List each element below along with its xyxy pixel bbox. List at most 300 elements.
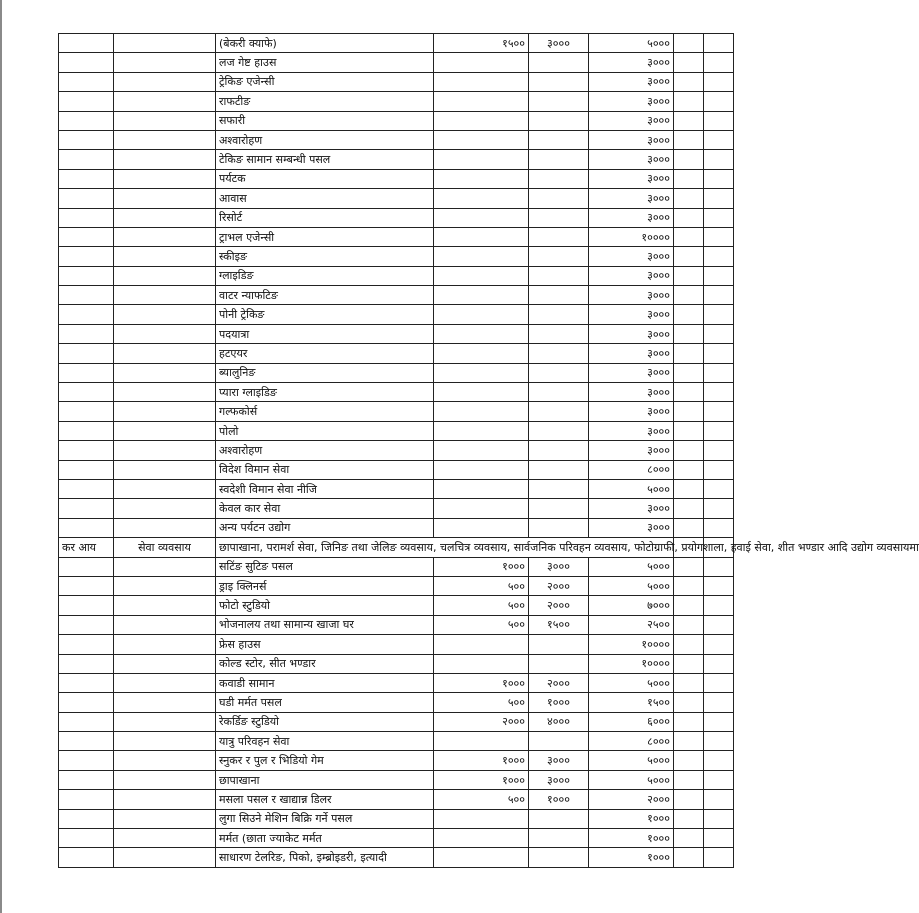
rate-max: ५००० (589, 479, 674, 498)
cell-blank-2 (704, 732, 734, 751)
cell-blank-1 (674, 576, 704, 595)
cell-blank-2 (704, 751, 734, 770)
rate-min (434, 227, 529, 246)
table-row (59, 518, 734, 537)
cell-type (59, 53, 114, 72)
rate-min (434, 92, 529, 111)
rate-mid (529, 402, 589, 421)
rate-min: ५०० (434, 576, 529, 595)
cell-type (59, 460, 114, 479)
table-row (59, 305, 734, 324)
item-name: रिसोर्ट (216, 208, 434, 227)
rate-max: ३००० (589, 130, 674, 149)
cell-blank-1 (674, 635, 704, 654)
rate-mid (529, 460, 589, 479)
cell-blank-1 (674, 72, 704, 91)
item-name: लुगा सिउने मेशिन बिक्रि गर्ने पसल (216, 809, 434, 828)
cell-blank-1 (674, 344, 704, 363)
cell-blank-2 (704, 92, 734, 111)
cell-type (59, 673, 114, 692)
cell-category (114, 305, 216, 324)
rate-mid: ३००० (529, 751, 589, 770)
rate-mid (529, 809, 589, 828)
table-body (59, 34, 919, 868)
cell-category (114, 518, 216, 537)
cell-blank-2 (704, 72, 734, 91)
cell-blank-1 (674, 266, 704, 285)
table-row (59, 111, 734, 130)
rate-mid (529, 363, 589, 382)
cell-type (59, 770, 114, 789)
cell-type (59, 479, 114, 498)
table-row (59, 189, 734, 208)
rate-mid: ३००० (529, 557, 589, 576)
rate-min: ५०० (434, 596, 529, 615)
item-name: गल्फकोर्स (216, 402, 434, 421)
cell-type (59, 34, 114, 53)
cell-type (59, 150, 114, 169)
table-row (59, 732, 734, 751)
table-row (59, 693, 734, 712)
rate-mid (529, 829, 589, 848)
cell-type (59, 790, 114, 809)
rate-min (434, 130, 529, 149)
rate-min (434, 479, 529, 498)
cell-type (59, 247, 114, 266)
cell-blank-2 (704, 247, 734, 266)
cell-category (114, 150, 216, 169)
item-name: भोजनालय तथा सामान्य खाजा घर (216, 615, 434, 634)
cell-category (114, 111, 216, 130)
rate-max: ३००० (589, 518, 674, 537)
cell-blank-1 (674, 402, 704, 421)
rate-max: ३००० (589, 324, 674, 343)
item-name: सफारी (216, 111, 434, 130)
cell-type (59, 130, 114, 149)
item-name: पोलो (216, 421, 434, 440)
rate-mid (529, 53, 589, 72)
item-name: हटएयर (216, 344, 434, 363)
cell-category (114, 809, 216, 828)
cell-category (114, 286, 216, 305)
cell-category (114, 421, 216, 440)
cell-blank-2 (704, 227, 734, 246)
rate-mid: २००० (529, 576, 589, 595)
cell-category (114, 751, 216, 770)
rate-max: १०००० (589, 227, 674, 246)
cell-category (114, 402, 216, 421)
rate-mid (529, 92, 589, 111)
rate-min: १००० (434, 557, 529, 576)
cell-category (114, 770, 216, 789)
tax-rate-table (58, 33, 919, 868)
cell-blank-1 (674, 130, 704, 149)
rate-mid (529, 247, 589, 266)
cell-blank-2 (704, 441, 734, 460)
rate-max: २५०० (589, 615, 674, 634)
cell-type (59, 732, 114, 751)
cell-blank-1 (674, 111, 704, 130)
table-row (59, 848, 734, 867)
table-row (59, 227, 734, 246)
cell-blank-1 (674, 169, 704, 188)
section-category-label: सेवा व्यवसाय (114, 538, 216, 557)
cell-type (59, 383, 114, 402)
cell-category (114, 130, 216, 149)
rate-min (434, 150, 529, 169)
rate-min (434, 635, 529, 654)
item-name: कोल्ड स्टोर, सीत भण्डार (216, 654, 434, 673)
table-row (59, 654, 734, 673)
table-row (59, 770, 734, 789)
rate-min (434, 169, 529, 188)
table-row (59, 576, 734, 595)
item-name: ड्राइ क्लिनर्स (216, 576, 434, 595)
rate-mid (529, 344, 589, 363)
table-row (59, 479, 734, 498)
rate-min (434, 324, 529, 343)
page-left-edge (0, 0, 2, 913)
item-name: अन्य पर्यटन उद्योग (216, 518, 434, 537)
cell-type (59, 286, 114, 305)
cell-category (114, 344, 216, 363)
item-name: फ्रेस हाउस (216, 635, 434, 654)
table-row (59, 596, 734, 615)
table-row (59, 790, 734, 809)
cell-category (114, 383, 216, 402)
cell-blank-1 (674, 53, 704, 72)
rate-min: १५०० (434, 34, 529, 53)
cell-type (59, 402, 114, 421)
item-name: विदेश विमान सेवा (216, 460, 434, 479)
cell-category (114, 189, 216, 208)
cell-blank-1 (674, 654, 704, 673)
cell-blank-2 (704, 557, 734, 576)
cell-blank-2 (704, 130, 734, 149)
cell-type (59, 189, 114, 208)
rate-min (434, 421, 529, 440)
cell-blank-2 (704, 848, 734, 867)
rate-mid (529, 421, 589, 440)
cell-category (114, 576, 216, 595)
cell-blank-2 (704, 286, 734, 305)
cell-category (114, 363, 216, 382)
cell-category (114, 479, 216, 498)
table-row (59, 266, 734, 285)
table-row (59, 130, 734, 149)
rate-mid (529, 286, 589, 305)
cell-category (114, 790, 216, 809)
rate-mid (529, 732, 589, 751)
cell-type (59, 421, 114, 440)
cell-blank-1 (674, 189, 704, 208)
cell-blank-1 (674, 479, 704, 498)
rate-max: ३००० (589, 189, 674, 208)
item-name: ट्राभल एजेन्सी (216, 227, 434, 246)
rate-min (434, 72, 529, 91)
table-row (59, 247, 734, 266)
group-heading-row (59, 538, 734, 557)
rate-min (434, 829, 529, 848)
cell-blank-2 (704, 596, 734, 615)
cell-type (59, 227, 114, 246)
cell-blank-2 (704, 34, 734, 53)
rate-mid: २००० (529, 673, 589, 692)
item-name: रेकर्डिङ स्टुडियो (216, 712, 434, 731)
cell-blank-1 (674, 247, 704, 266)
rate-mid (529, 72, 589, 91)
cell-blank-1 (674, 421, 704, 440)
rate-max: ३००० (589, 111, 674, 130)
cell-category (114, 169, 216, 188)
table-row (59, 383, 734, 402)
cell-type (59, 266, 114, 285)
rate-mid: ३००० (529, 34, 589, 53)
table-row (59, 615, 734, 634)
cell-blank-1 (674, 693, 704, 712)
cell-category (114, 848, 216, 867)
rate-max: ३००० (589, 53, 674, 72)
item-name: यात्रु परिवहन सेवा (216, 732, 434, 751)
rate-min (434, 286, 529, 305)
table-row (59, 557, 734, 576)
cell-blank-1 (674, 208, 704, 227)
cell-blank-2 (704, 344, 734, 363)
cell-blank-1 (674, 848, 704, 867)
cell-category (114, 324, 216, 343)
item-name: ब्यालुनिङ (216, 363, 434, 382)
table-row (59, 324, 734, 343)
item-name: सटिंङ सुटिङ पसल (216, 557, 434, 576)
cell-category (114, 227, 216, 246)
cell-blank-2 (704, 693, 734, 712)
rate-max: १५०० (589, 693, 674, 712)
rate-max: ३००० (589, 363, 674, 382)
item-name: ट्रेकिङ एजेन्सी (216, 72, 434, 91)
cell-blank-2 (704, 673, 734, 692)
rate-min (434, 344, 529, 363)
cell-category (114, 829, 216, 848)
rate-max: ३००० (589, 305, 674, 324)
rate-max: ३००० (589, 383, 674, 402)
cell-blank-1 (674, 441, 704, 460)
cell-type (59, 111, 114, 130)
cell-blank-1 (674, 596, 704, 615)
table-row (59, 34, 734, 53)
table-row (59, 712, 734, 731)
rate-max: ७००० (589, 596, 674, 615)
rate-min (434, 383, 529, 402)
cell-type (59, 693, 114, 712)
rate-min (434, 809, 529, 828)
rate-max: ३००० (589, 169, 674, 188)
cell-blank-2 (704, 324, 734, 343)
item-name: मसला पसल र खाद्यान्न डिलर (216, 790, 434, 809)
rate-max: ३००० (589, 92, 674, 111)
cell-blank-2 (704, 363, 734, 382)
cell-blank-1 (674, 34, 704, 53)
table-row (59, 363, 734, 382)
rate-max: ३००० (589, 344, 674, 363)
cell-blank-1 (674, 150, 704, 169)
rate-min (434, 53, 529, 72)
rate-mid (529, 189, 589, 208)
group-heading-text: छापाखाना, परामर्श सेवा, जिनिङ तथा जेलिङ व्यवसाय, चलचित्र व्यवसाय, सार्वजनिक परिवहन व्यवसाय, फोटोग्राफी, प्रयोगशाला, हवाई सेवा, शीत भण्डार आदि उद्योग व्यवसायमा (216, 538, 674, 557)
rate-max: ३००० (589, 499, 674, 518)
cell-type (59, 809, 114, 828)
rate-min (434, 111, 529, 130)
item-name: केवल कार सेवा (216, 499, 434, 518)
item-name: (बेकरी क्याफे) (216, 34, 434, 53)
table-row (59, 809, 734, 828)
rate-max: ३००० (589, 247, 674, 266)
cell-blank-2 (704, 460, 734, 479)
rate-min (434, 518, 529, 537)
item-name: स्नुकर र पुल र भिडियो गेम (216, 751, 434, 770)
cell-category (114, 460, 216, 479)
cell-blank-1 (674, 92, 704, 111)
table-row (59, 150, 734, 169)
rate-min (434, 402, 529, 421)
cell-type (59, 654, 114, 673)
table-row (59, 829, 734, 848)
item-name: ग्लाइडिङ (216, 266, 434, 285)
cell-blank-2 (704, 829, 734, 848)
cell-blank-1 (674, 790, 704, 809)
rate-max: ३००० (589, 72, 674, 91)
item-name: स्वदेशी विमान सेवा नीजि (216, 479, 434, 498)
rate-max: ३००० (589, 208, 674, 227)
rate-mid: ४००० (529, 712, 589, 731)
item-name: घडी मर्मत पसल (216, 693, 434, 712)
cell-category (114, 732, 216, 751)
cell-type (59, 208, 114, 227)
rate-max: ३००० (589, 150, 674, 169)
cell-blank-2 (704, 479, 734, 498)
cell-blank-1 (674, 305, 704, 324)
cell-blank-1 (674, 770, 704, 789)
rate-mid (529, 441, 589, 460)
cell-blank-2 (704, 383, 734, 402)
section-type-label: कर आय (59, 538, 114, 557)
rate-max: ३००० (589, 286, 674, 305)
rate-mid (529, 324, 589, 343)
table-row (59, 72, 734, 91)
cell-type (59, 615, 114, 634)
item-name: साधारण टेलरिङ, पिको, इम्ब्रोइडरी, इत्यादी (216, 848, 434, 867)
cell-category (114, 499, 216, 518)
cell-type (59, 596, 114, 615)
item-name: लज गेष्ट हाउस (216, 53, 434, 72)
rate-mid: २००० (529, 596, 589, 615)
table-row (59, 286, 734, 305)
cell-blank-2 (704, 576, 734, 595)
rate-max: १००० (589, 809, 674, 828)
cell-blank-1 (674, 829, 704, 848)
cell-category (114, 635, 216, 654)
rate-mid (529, 635, 589, 654)
rate-mid (529, 169, 589, 188)
cell-blank-1 (674, 809, 704, 828)
rate-max: ३००० (589, 441, 674, 460)
table-row (59, 460, 734, 479)
rate-max: १०००० (589, 635, 674, 654)
rate-min (434, 208, 529, 227)
cell-blank-2 (704, 712, 734, 731)
rate-min (434, 247, 529, 266)
table-row (59, 441, 734, 460)
cell-blank-1 (674, 363, 704, 382)
cell-blank-2 (704, 208, 734, 227)
rate-max: ५००० (589, 557, 674, 576)
cell-type (59, 848, 114, 867)
rate-max: १००० (589, 848, 674, 867)
table-row (59, 169, 734, 188)
cell-category (114, 92, 216, 111)
rate-mid (529, 208, 589, 227)
rate-max: ८००० (589, 732, 674, 751)
cell-type (59, 363, 114, 382)
rate-mid (529, 518, 589, 537)
cell-category (114, 53, 216, 72)
cell-category (114, 693, 216, 712)
item-name: अश्वारोहण (216, 441, 434, 460)
cell-category (114, 712, 216, 731)
rate-max: ५००० (589, 770, 674, 789)
rate-mid (529, 479, 589, 498)
cell-type (59, 557, 114, 576)
table-row (59, 344, 734, 363)
rate-min: ५०० (434, 693, 529, 712)
cell-blank-1 (674, 286, 704, 305)
table-row (59, 499, 734, 518)
cell-blank-1 (674, 518, 704, 537)
rate-max: ५००० (589, 751, 674, 770)
rate-mid (529, 227, 589, 246)
rate-max: २००० (589, 790, 674, 809)
cell-blank-2 (704, 654, 734, 673)
item-name: कवाडी सामान (216, 673, 434, 692)
table-row (59, 421, 734, 440)
cell-category (114, 72, 216, 91)
cell-type (59, 72, 114, 91)
cell-blank-2 (704, 402, 734, 421)
table-row (59, 92, 734, 111)
table-row (59, 53, 734, 72)
cell-blank-1 (674, 557, 704, 576)
cell-type (59, 635, 114, 654)
cell-blank-2 (704, 499, 734, 518)
cell-blank-1 (674, 615, 704, 634)
rate-min (434, 305, 529, 324)
cell-blank-2 (704, 518, 734, 537)
cell-category (114, 615, 216, 634)
cell-blank-1 (674, 751, 704, 770)
rate-min (434, 266, 529, 285)
table-row (59, 751, 734, 770)
rate-min (434, 848, 529, 867)
rate-max: १०००० (589, 654, 674, 673)
cell-blank-2 (704, 635, 734, 654)
rate-max: ८००० (589, 460, 674, 479)
rate-mid (529, 305, 589, 324)
cell-type (59, 324, 114, 343)
cell-type (59, 712, 114, 731)
item-name: फोटो स्टुडियो (216, 596, 434, 615)
rate-max: ६००० (589, 712, 674, 731)
cell-category (114, 266, 216, 285)
cell-blank-1 (674, 460, 704, 479)
